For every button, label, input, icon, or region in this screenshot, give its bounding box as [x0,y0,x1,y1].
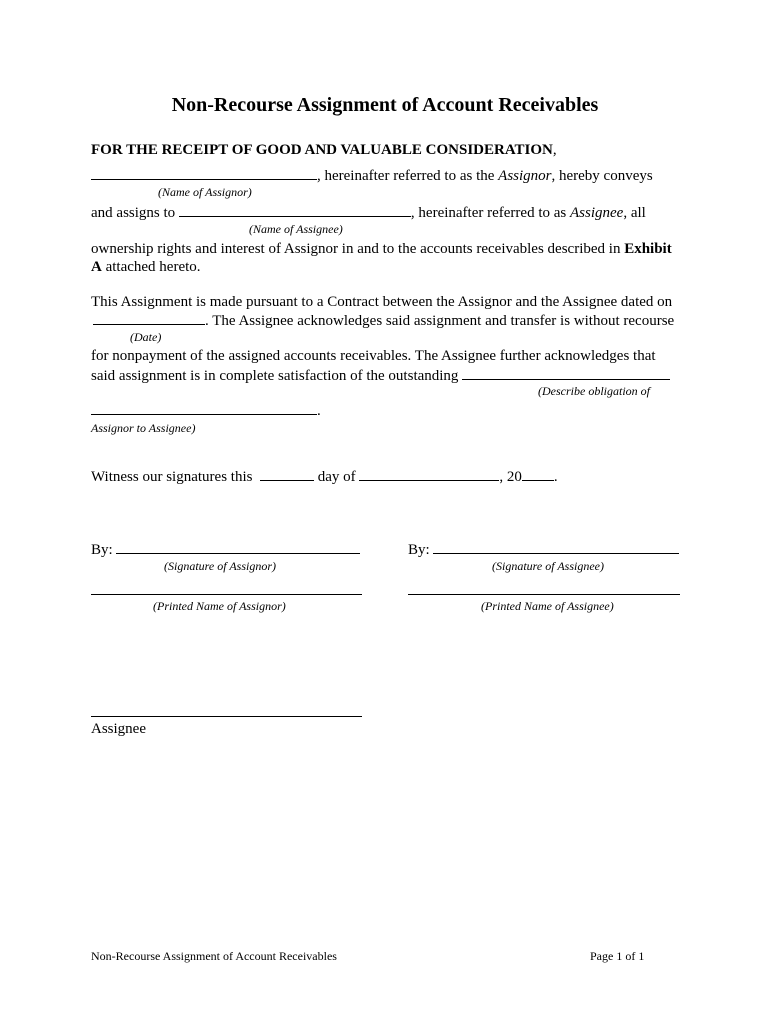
contract-line-4 [91,367,670,385]
witness-day-blank[interactable] [260,468,314,481]
printed-assignee-caption: (Printed Name of Assignee) [481,599,614,613]
witness-month-blank[interactable] [359,468,499,481]
contract-line-5-end: . [317,403,321,419]
assignor-printed-name-line[interactable] [91,582,362,595]
witness-prefix: Witness our signatures this [91,469,253,485]
by-assignee [408,541,679,559]
attached-text: attached hereto. [101,259,201,275]
assignor-term: Assignor [498,168,552,184]
by-label-left: By: [91,542,113,558]
consideration-comma: , [552,142,557,158]
ownership-line [91,241,672,258]
by-assignor [91,541,360,559]
obligation-blank-1[interactable] [462,367,670,380]
exhibit-a-bold: A [91,259,102,275]
assignor-signature-line[interactable] [116,541,360,554]
signature-assignee-caption: (Signature of Assignee) [492,559,604,573]
assignee-line-text-1: , hereinafter referred to as [410,205,570,221]
attached-line [91,259,201,276]
witness-day-label: day of [317,469,356,485]
contract-line-3: for nonpayment of the assigned accounts receivables. The Assignee further acknowledges that [91,348,656,364]
assignor-line-text-2: , hereby conveys [551,168,653,184]
witness-year-blank[interactable] [522,468,554,481]
document-title: Non-Recourse Assignment of Account Receivables [171,94,599,116]
contract-line-1: This Assignment is made pursuant to a Contract between the Assignor and the Assignee dated on [91,294,673,310]
exhibit-bold: Exhibit [624,241,672,257]
obligation-caption-1: (Describe obligation of [538,384,650,398]
witness-line [91,468,558,486]
witness-year-prefix: , 20 [499,469,522,485]
assignor-name-blank[interactable] [91,167,317,180]
contract-line-4-text: said assignment is in complete satisfaction of the outstanding [91,368,459,384]
witness-end: . [553,469,558,485]
assignor-line-text-1: , hereinafter referred to as the [317,168,499,184]
assignee-label: Assignee [91,721,146,737]
assignee-name-caption: (Name of Assignee) [249,222,343,236]
assignee-final-line[interactable] [91,704,362,717]
page-number: Page 1 of 1 [590,949,645,963]
assignor-line [91,167,653,185]
printed-assignor-caption: (Printed Name of Assignor) [153,599,286,613]
date-blank[interactable] [93,312,205,325]
by-label-right: By: [408,542,430,558]
consideration-heading [91,142,557,159]
assignee-printed-name-line[interactable] [408,582,680,595]
consideration-heading-text: FOR THE RECEIPT OF GOOD AND VALUABLE CONSIDERATION [91,142,553,158]
signature-assignor-caption: (Signature of Assignor) [164,559,277,573]
assigns-to-text: and assigns to [91,205,179,221]
assignee-name-blank[interactable] [179,204,411,217]
assignee-term: Assignee [570,205,624,221]
contract-line-2-text: . The Assignee acknowledges said assignment and transfer is without recourse [205,313,675,329]
obligation-blank-2[interactable] [91,402,317,415]
contract-line-5 [91,402,321,420]
ownership-text: ownership rights and interest of Assignor in and to the accounts receivables described in [91,241,625,257]
assignor-name-caption: (Name of Assignor) [158,185,252,199]
date-caption: (Date) [130,330,162,344]
contract-line-2 [93,312,674,330]
assignee-line [91,204,646,222]
assignee-signature-line[interactable] [433,541,679,554]
assignee-line-text-2: , all [623,205,646,221]
obligation-caption-2: Assignor to Assignee) [91,421,196,435]
footer-title: Non-Recourse Assignment of Account Receivables [91,949,337,963]
